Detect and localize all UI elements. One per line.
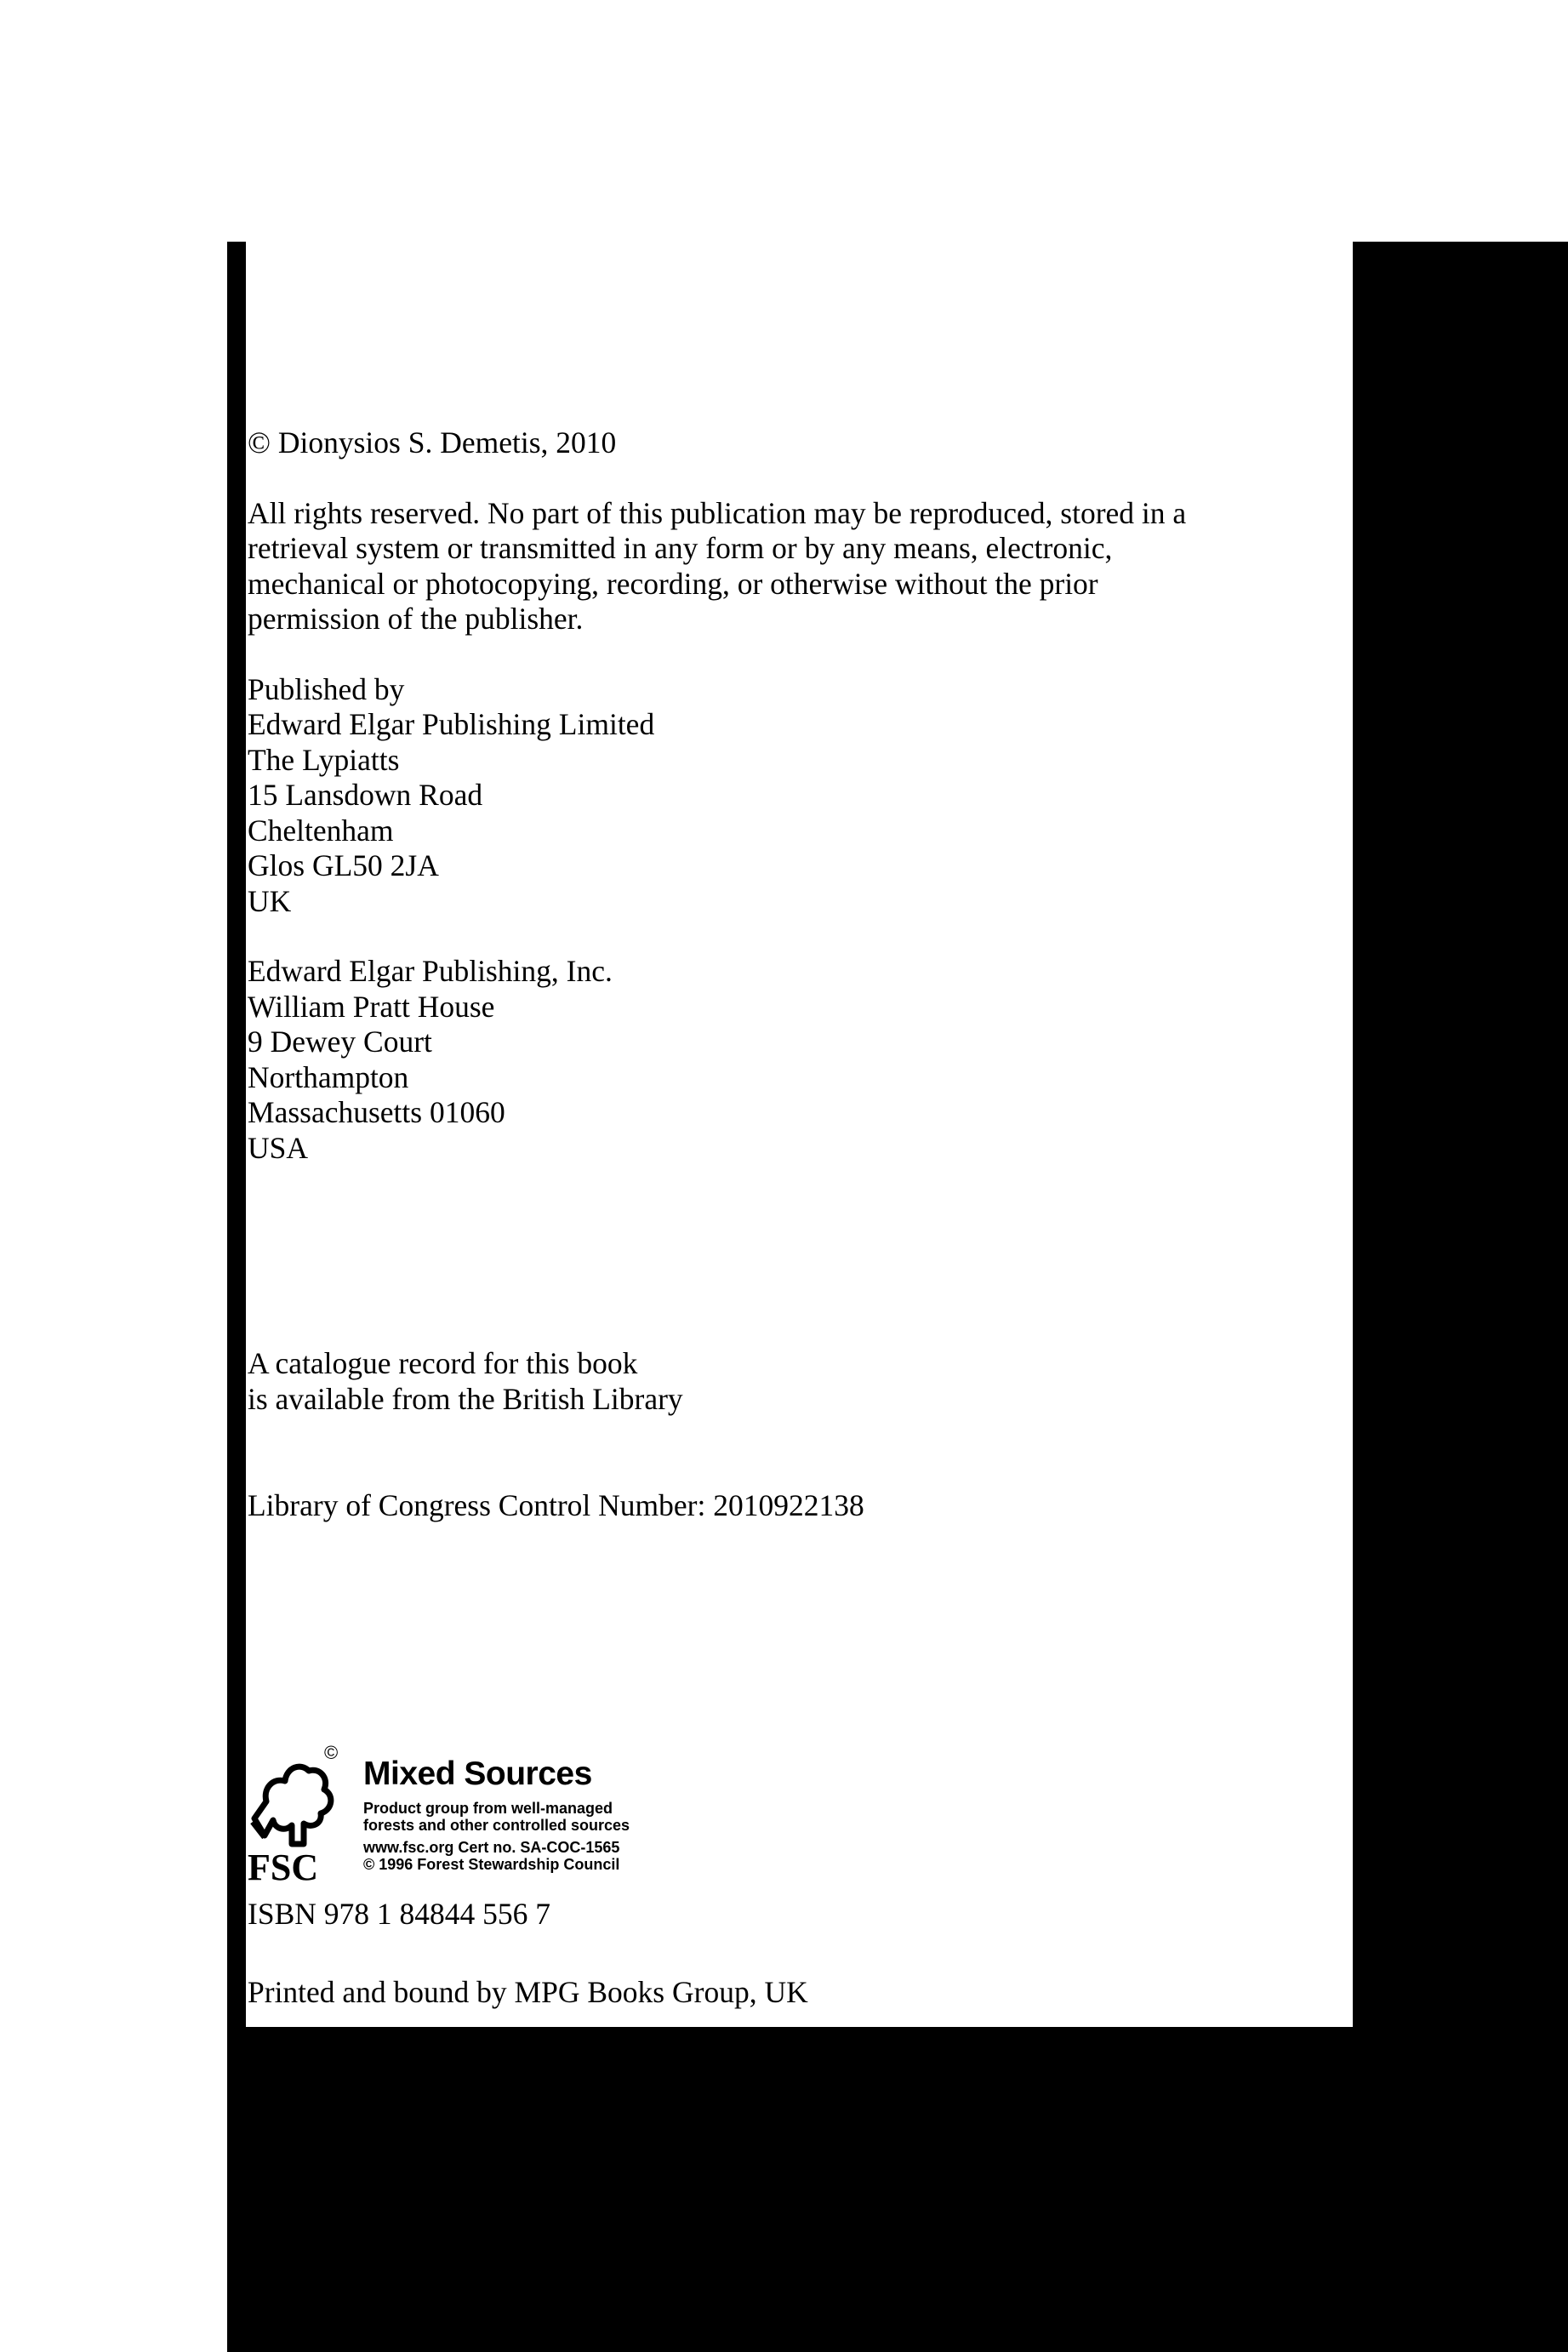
address-line: Northampton (248, 1059, 409, 1094)
rights-line: permission of the publisher. (248, 602, 584, 636)
printer-notice: Printed and bound by MPG Books Group, UK (248, 1975, 808, 2009)
fsc-title: Mixed Sources (363, 1755, 592, 1792)
address-line: Published by (248, 671, 405, 706)
fsc-mixed-sources-label (248, 1744, 1345, 1888)
address-line: Massachusetts 01060 (248, 1095, 505, 1129)
publisher-address-uk (248, 672, 1345, 920)
fsc-description-line: Product group from well-managed (363, 1799, 613, 1817)
fsc-description-line: forests and other controlled sources (363, 1816, 630, 1834)
catalogue-record (248, 1346, 1345, 1417)
rights-line: retrieval system or transmitted in any form or by any means, electronic, (248, 531, 1113, 565)
address-line: Cheltenham (248, 813, 394, 848)
catalogue-line: A catalogue record for this book (248, 1346, 638, 1380)
address-line: The Lypiatts (248, 742, 400, 777)
catalogue-line: is available from the British Library (248, 1381, 683, 1416)
address-line: Glos GL50 2JA (248, 848, 439, 882)
rights-line: mechanical or photocopying, recording, or otherwise without the prior (248, 566, 1098, 601)
rights-line: All rights reserved. No part of this publication may be reproduced, stored in a (248, 495, 1187, 530)
address-line: Edward Elgar Publishing Limited (248, 707, 655, 741)
copyright-notice: © Dionysios S. Demetis, 2010 (248, 425, 617, 460)
fsc-tree-icon (248, 1744, 341, 1884)
isbn: ISBN 978 1 84844 556 7 (248, 1896, 551, 1931)
fsc-cert-line: www.fsc.org Cert no. SA-COC-1565 (363, 1838, 620, 1856)
address-line: William Pratt House (248, 989, 495, 1024)
fsc-copyright-line: © 1996 Forest Stewardship Council (363, 1855, 620, 1873)
copyright-page (248, 425, 1345, 2027)
address-line: 9 Dewey Court (248, 1025, 432, 1059)
address-line: UK (248, 883, 292, 918)
address-line: 15 Lansdown Road (248, 778, 483, 812)
rights-statement (248, 496, 1345, 637)
address-line: USA (248, 1130, 309, 1165)
address-line: Edward Elgar Publishing, Inc. (248, 954, 613, 988)
library-of-congress-number: Library of Congress Control Number: 2010922138 (248, 1488, 864, 1522)
publisher-address-us (248, 954, 1345, 1166)
scan-border-bottom (227, 2027, 1568, 2352)
fsc-logo-text: FSC (248, 1846, 319, 1884)
registered-mark: © (324, 1743, 339, 1763)
